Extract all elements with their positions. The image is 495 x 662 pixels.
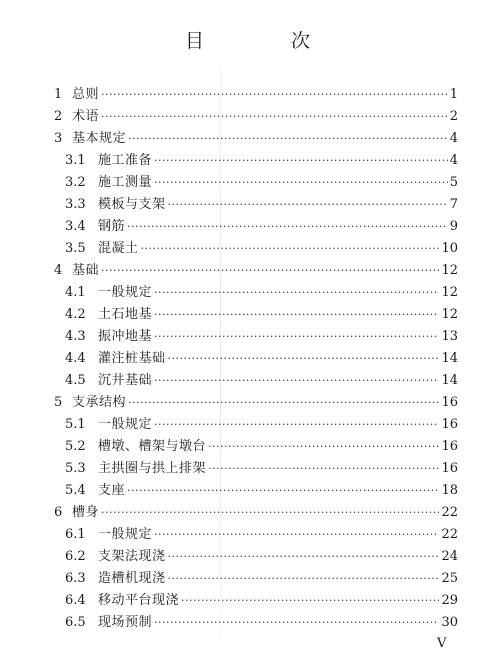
toc-entry-number: 5 xyxy=(54,395,63,410)
toc-dot-leader xyxy=(128,392,439,414)
toc-entry-number: 6 xyxy=(54,505,63,520)
toc-dot-leader xyxy=(101,106,448,128)
toc-entry-page: 24 xyxy=(441,549,458,564)
toc-entry-label: 灌注桩基础 xyxy=(98,351,166,366)
toc-entry[interactable] xyxy=(54,260,458,282)
toc-entry-page: 4 xyxy=(449,131,458,146)
toc-entry-number: 1 xyxy=(54,87,63,102)
toc-entry[interactable] xyxy=(54,304,458,326)
toc-dot-leader xyxy=(128,128,448,150)
toc-entry-label: 主拱圈与拱上排架 xyxy=(98,461,207,476)
toc-entry[interactable] xyxy=(54,590,458,612)
toc-entry[interactable] xyxy=(54,106,458,128)
toc-entry-label: 移动平台现浇 xyxy=(98,593,180,608)
toc-entry-number: 3.1 xyxy=(65,153,86,168)
toc-entry-page: 12 xyxy=(441,285,458,300)
toc-entry[interactable] xyxy=(54,84,458,106)
toc-entry[interactable] xyxy=(54,238,458,260)
toc-entry[interactable] xyxy=(54,458,458,480)
toc-entry-page: 4 xyxy=(449,153,458,168)
toc-entry[interactable] xyxy=(54,370,458,392)
toc-entry[interactable] xyxy=(54,414,458,436)
toc-entry[interactable] xyxy=(54,326,458,348)
toc-entry-number: 2 xyxy=(54,109,63,124)
toc-dot-leader xyxy=(154,612,439,634)
toc-entry-number: 6.3 xyxy=(65,571,86,586)
toc-entry-number: 4.3 xyxy=(65,329,86,344)
toc-entry-number: 4.1 xyxy=(65,285,86,300)
toc-entry-page: 9 xyxy=(449,219,458,234)
toc-entry-number: 4.2 xyxy=(65,307,86,322)
toc-entry-page: 14 xyxy=(441,351,458,366)
toc-entry-label: 支承结构 xyxy=(72,395,127,410)
toc-entry-page: 29 xyxy=(441,593,458,608)
toc-entry-page: 18 xyxy=(441,483,458,498)
toc-entry-page: 1 xyxy=(449,87,458,102)
toc-entry-number: 3.2 xyxy=(65,175,86,190)
toc-entry-label: 支架法现浇 xyxy=(98,549,166,564)
toc-entry-page: 5 xyxy=(449,175,458,190)
toc-dot-leader xyxy=(101,502,439,524)
toc-dot-leader xyxy=(181,590,439,612)
toc-entry[interactable] xyxy=(54,436,458,458)
toc-entry-label: 一般规定 xyxy=(98,527,153,542)
toc-entry-number: 6.2 xyxy=(65,549,86,564)
toc-entry-label: 振冲地基 xyxy=(98,329,153,344)
toc-entry-label: 基本规定 xyxy=(72,131,127,146)
toc-entry-number: 4.4 xyxy=(65,351,86,366)
toc-dot-leader xyxy=(154,414,439,436)
toc-entry-label: 支座 xyxy=(98,483,126,498)
toc-entry-number: 3.3 xyxy=(65,197,86,212)
toc-dot-leader xyxy=(154,282,439,304)
toc-dot-leader xyxy=(127,480,439,502)
toc-entry[interactable] xyxy=(54,150,458,172)
toc-entry-number: 5.4 xyxy=(65,483,86,498)
table-of-contents xyxy=(54,84,458,634)
toc-dot-leader xyxy=(168,568,440,590)
toc-entry-page: 16 xyxy=(441,439,458,454)
toc-dot-leader xyxy=(208,458,439,480)
toc-dot-leader xyxy=(154,524,439,546)
toc-dot-leader xyxy=(101,84,448,106)
toc-entry-number: 3.5 xyxy=(65,241,86,256)
toc-entry-number: 6.5 xyxy=(65,615,86,630)
toc-entry-number: 6.4 xyxy=(65,593,86,608)
toc-entry-page: 22 xyxy=(441,505,458,520)
toc-entry-page: 10 xyxy=(441,241,458,256)
toc-entry-label: 基础 xyxy=(72,263,100,278)
toc-entry-page: 13 xyxy=(441,329,458,344)
toc-entry-label: 槽身 xyxy=(72,505,100,520)
toc-entry-number: 5.1 xyxy=(65,417,86,432)
toc-entry-page: 7 xyxy=(449,197,458,212)
toc-dot-leader xyxy=(127,216,448,238)
toc-entry-page: 30 xyxy=(441,615,458,630)
toc-entry-page: 16 xyxy=(441,461,458,476)
toc-entry-label: 一般规定 xyxy=(98,417,153,432)
toc-dot-leader xyxy=(168,348,440,370)
toc-entry-number: 4 xyxy=(54,263,63,278)
toc-entry-page: 25 xyxy=(441,571,458,586)
page-number: V xyxy=(437,636,447,651)
toc-entry[interactable] xyxy=(54,348,458,370)
toc-dot-leader xyxy=(168,546,440,568)
toc-entry-page: 16 xyxy=(441,395,458,410)
toc-dot-leader xyxy=(168,194,448,216)
toc-dot-leader xyxy=(154,150,448,172)
toc-entry-label: 术语 xyxy=(72,109,100,124)
toc-dot-leader xyxy=(101,260,439,282)
toc-entry[interactable] xyxy=(54,502,458,524)
toc-entry[interactable] xyxy=(54,546,458,568)
toc-entry-page: 16 xyxy=(441,417,458,432)
toc-entry[interactable] xyxy=(54,568,458,590)
toc-entry[interactable] xyxy=(54,480,458,502)
toc-entry-number: 3 xyxy=(54,131,63,146)
toc-entry-number: 5.2 xyxy=(65,439,86,454)
toc-entry-page: 14 xyxy=(441,373,458,388)
toc-entry-label: 总则 xyxy=(72,87,100,102)
toc-entry-page: 22 xyxy=(441,527,458,542)
toc-entry[interactable] xyxy=(54,282,458,304)
toc-entry-label: 沉井基础 xyxy=(98,373,153,388)
toc-dot-leader xyxy=(141,238,440,260)
toc-entry[interactable] xyxy=(54,128,458,150)
toc-entry[interactable] xyxy=(54,612,458,634)
toc-entry[interactable] xyxy=(54,392,458,414)
toc-dot-leader xyxy=(154,370,439,392)
toc-entry-label: 一般规定 xyxy=(98,285,153,300)
toc-entry-label: 土石地基 xyxy=(98,307,153,322)
toc-entry[interactable] xyxy=(54,172,458,194)
toc-entry-label: 模板与支架 xyxy=(98,197,166,212)
toc-entry-page: 12 xyxy=(441,263,458,278)
toc-entry-label: 施工测量 xyxy=(98,175,153,190)
toc-entry-label: 混凝土 xyxy=(98,241,139,256)
toc-dot-leader xyxy=(154,304,439,326)
toc-entry-label: 槽墩、槽架与墩台 xyxy=(98,439,207,454)
toc-entry[interactable] xyxy=(54,216,458,238)
toc-entry-label: 现场预制 xyxy=(98,615,153,630)
toc-entry-number: 6.1 xyxy=(65,527,86,542)
toc-entry-number: 3.4 xyxy=(65,219,86,234)
toc-entry-label: 造槽机现浇 xyxy=(98,571,166,586)
toc-entry-page: 2 xyxy=(449,109,458,124)
toc-dot-leader xyxy=(208,436,439,458)
toc-dot-leader xyxy=(154,326,439,348)
toc-entry-page: 12 xyxy=(441,307,458,322)
toc-entry-label: 施工准备 xyxy=(98,153,153,168)
toc-entry-label: 钢筋 xyxy=(98,219,126,234)
page-title: 目 次 xyxy=(184,30,344,52)
toc-entry[interactable] xyxy=(54,194,458,216)
toc-entry[interactable] xyxy=(54,524,458,546)
toc-entry-number: 5.3 xyxy=(65,461,86,476)
toc-entry-number: 4.5 xyxy=(65,373,86,388)
toc-dot-leader xyxy=(154,172,448,194)
